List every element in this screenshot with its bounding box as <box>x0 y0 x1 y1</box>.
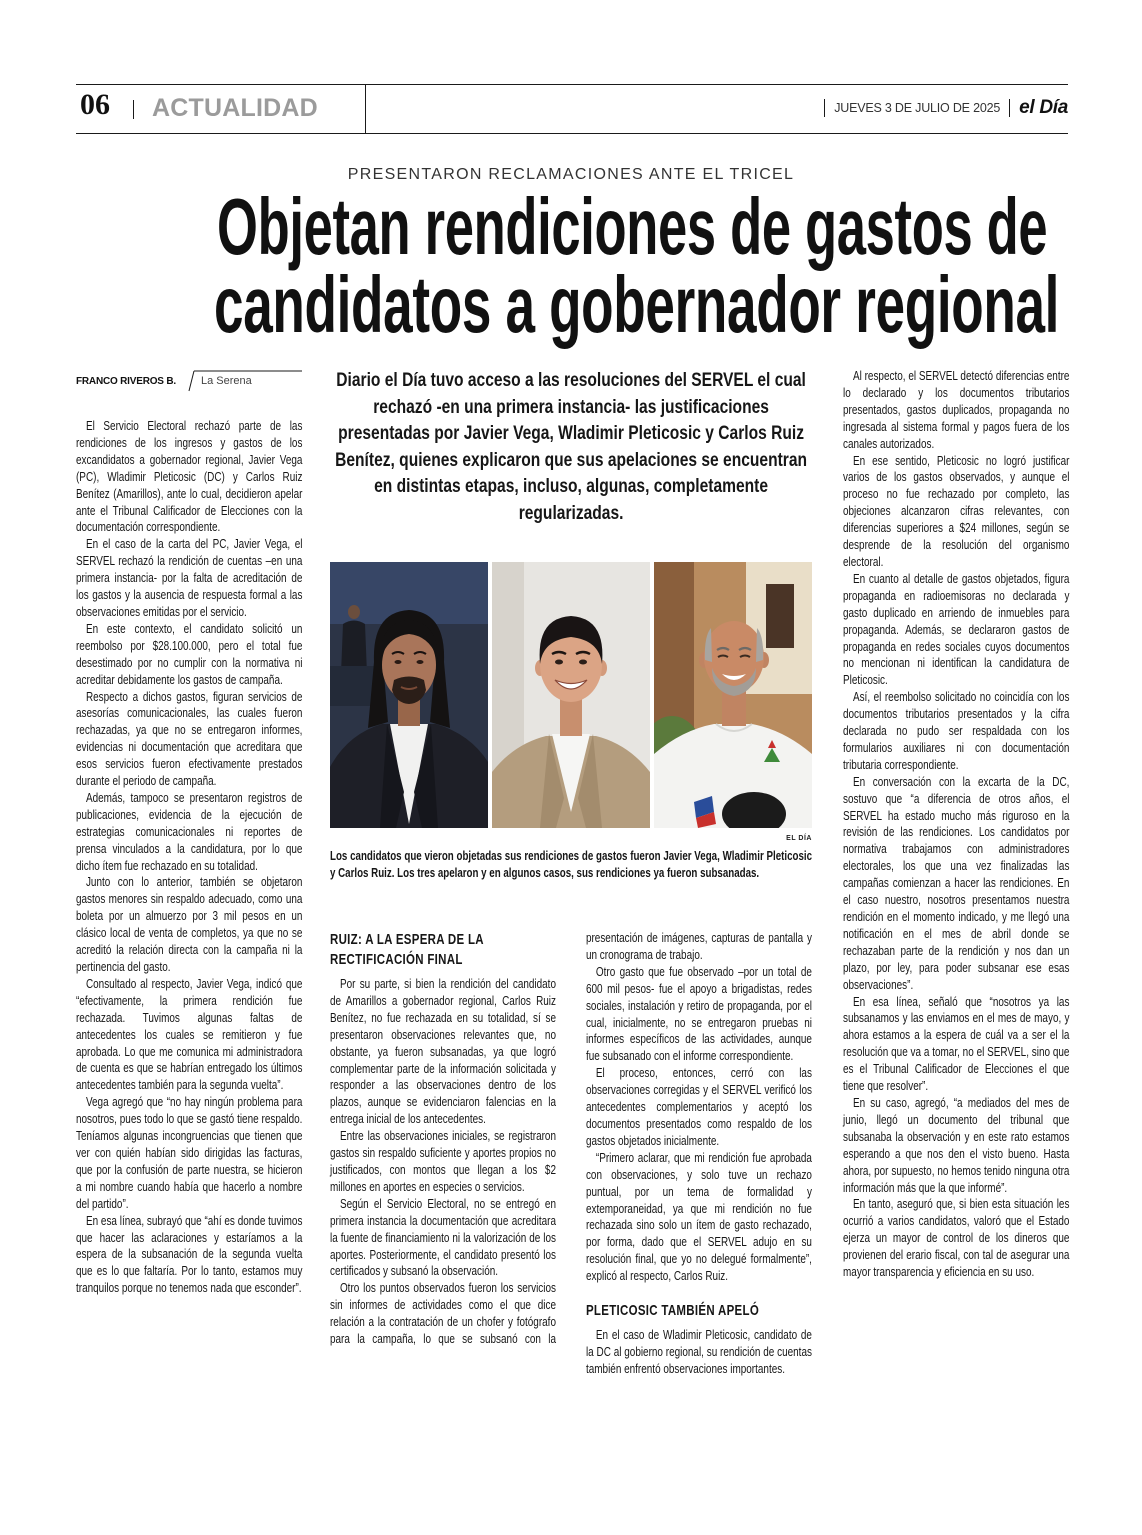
paragraph: En este contexto, el candidato solicitó un reembolso por $28.100.000, pero el total fue desestimado por no cumplir con la normativa ni acreditar debidamente los gastos de campaña. <box>76 620 303 687</box>
header-top-rule <box>76 84 1068 85</box>
paragraph: En tanto, aseguró que, si bien esta situación les ocurrió a varios candidatos, valoró que el Estado ejerza un mayor de control de los dineros que provienen del erario fiscal, con tal de asegurar una mayor transparencia y eficiencia en su uso. <box>843 1196 1070 1280</box>
headline-continued <box>0 260 1142 349</box>
candidate-photo-wladimir-pleticosic <box>654 562 812 828</box>
paragraph: Otro gasto que fue observado –por un total de 600 mil pesos- fue el apoyo a brigadistas, redes sociales, instalación y retiro de propaganda, por el cual, inicialmente, no se entregaron pruebas ni informes específicos de las actividades, aunque fue subsanado con el informe correspondiente. <box>585 963 812 1064</box>
candidate-photo-carlos-ruiz <box>492 562 650 828</box>
candidate-photo-javier-vega <box>330 562 488 828</box>
paragraph: En esa línea, subrayó que “ahí es donde tuvimos que hacer las aclaraciones y estaríamos a la espera de la subsanación de la segunda vuelta que es lo que faltaría. Por lo tanto, estamos muy tranquilos porque no tenemos nada que esconder”. <box>76 1212 303 1296</box>
paragraph: Al respecto, el SERVEL detectó diferencias entre lo declarado y los documentos tributarios presentados, gastos duplicados, propaganda no ingresada al sistema formal y pagos fuera de los canales autorizados. <box>843 368 1070 451</box>
paragraph: En el caso de Wladimir Pleticosic, candidato de la DC al gobierno regional, su rendición de cuentas también enfrentó observaciones importantes. <box>585 1327 812 1376</box>
paragraph: El Servicio Electoral rechazó parte de las rendiciones de los ingresos y gastos de los excandidatos a gobernador regional, Javier Vega (PC), Wladimir Pleticosic (DC) y Carlos Ruiz Benítez (Amarillos), ante lo cual, decidieron apelar ante el Tribunal Calificador de Elecciones con la documentación correspondiente. <box>76 418 303 535</box>
headline <box>0 182 1142 271</box>
paragraph: Según el Servicio Electoral, no se entregó en primera instancia la documentación que acreditara la fuente de financiamiento ni la valorización de los aportes. Posteriormente, el candidato presentó los certificados y subsanó la observación. <box>330 1195 556 1279</box>
paragraph: Junto con lo anterior, también se objetaron gastos menores sin respaldo adecuado, como una boleta por un almuerzo por 3 mil pesos en un clásico local de venta de completos, ya que no se acreditó la relación directa con la campaña ni la pertinencia del gasto. <box>76 874 303 974</box>
byline-location: La Serena <box>201 375 252 387</box>
section-heading-ruiz: RUIZ: A LA ESPERA DE LA RECTIFICACIÓN FINAL <box>330 931 484 968</box>
paragraph: En cuanto al detalle de gastos objetados, figura propaganda en radioemisoras no declarada y gasto duplicado en arriendo de inmuebles para propaganda. Además, se declararon gastos de propaganda en redes sociales cuyos documentos no mencionan ni identifican la candidatura de Pleticosic. <box>843 570 1070 688</box>
header-separator <box>133 100 134 119</box>
paragraph: Vega agregó que “no hay ningún problema para nosotros, pues todo lo que se gastó tiene respaldo. Teníamos algunas incongruencias que tienen que ver con quién habían sido dirigidas las facturas, que por la confusión de parte nuestra, se hicieron a mi nombre cuando había que hacerlo a nombre del partido”. <box>76 1094 303 1211</box>
headline-line-1: Objetan rendiciones de gastos de <box>217 182 1048 271</box>
header-dateline <box>824 97 1068 119</box>
newspaper-logo: el Día <box>1019 97 1068 118</box>
paragraph: El proceso, entonces, cerró con las observaciones corregidas y el SERVEL verificó los antecedentes complementarios y aceptó los documentos presentados como respaldo de los gastos objetados inicialmente. <box>585 1065 812 1148</box>
paragraph: “Primero aclarar, que mi rendición fue aprobada con observaciones, y solo tuve un rechazo puntual, por un tema de formalidad y extemporaneidad, ya que mi rendición no fue rechazada sino solo un ítem de gasto rechazado, por forma, dado que el SERVEL adujo en su resolución final, que yo no delegué formalmente”, explicó al respecto, Carlos Ruiz. <box>585 1149 812 1284</box>
paragraph: Consultado al respecto, Javier Vega, indicó que “efectivamente, la primera rendición fue rechazada. Tuvimos algunas faltas de antecedentes los cuales se remitieron y fue aprobada. Lo que me comunica mi administradora de cuenta es que se habrían entregado los últimos antecedentes también para la segunda vuelta”. <box>76 975 303 1093</box>
photo-credit: EL DÍA <box>786 835 812 842</box>
center-columns <box>330 930 812 1378</box>
paragraph: En su caso, agregó, “a mediados del mes de junio, llegó un documento del tribunal que subsanaba la observación y en este rato estamos esperando a que nos den el visto bueno. Hasta ahora, por supuesto, no hemos tenido ninguna otra información más que la que informé”. <box>843 1094 1070 1195</box>
paragraph: Otro los puntos observados fueron los servicios sin informes de actividades como el que dice relación a la contratación de un chofer y fotógrafo para la campaña, lo que se subsanó con la presentación de imágenes, capturas de pantalla y un cronograma de trabajo. <box>330 930 812 1347</box>
article-lead: Diario el Día tuvo acceso a las resoluciones del SERVEL el cual rechazó -en una primera instancia- las justificaciones presentadas por Javier Vega, Wladimir Pleticosic y Carlos Ruiz Benítez, quienes explicaron que sus apelaciones se encuentran en distintas etapas, incluso, algunas, completamente regularizadas. <box>335 370 808 524</box>
paragraph: Respecto a dichos gastos, figuran servicios de asesorías comunicacionales, las cuales fueron rechazadas, ya que no se entregaron informes, evidencias ni documentación que acreditara que esos servicios fueron efectivamente prestados durante el periodo de campaña. <box>76 688 303 789</box>
paragraph: Entre las observaciones iniciales, se registraron gastos sin respaldo suficiente y aportes propios no justificados, con montos que llegan a los $2 millones en aportes en especies o servicios. <box>330 1128 556 1194</box>
paragraph: En ese sentido, Pleticosic no logró justificar varios de los gastos observados, y aunque el proceso no fue rechazado por completo, las objeciones alcanzaron cifras relevantes, con diferencias superiores a $24 millones, según se desprende de la resolución del organismo electoral. <box>843 452 1070 569</box>
paragraph: En conversación con la excarta de la DC, sostuvo que “a diferencia de otros años, el SERVEL ha estado mucho más riguroso en la revisión de las rendiciones. Los candidatos por normativa trabajamos con administradores electorales, los que una vez finalizadas las campañas comienzan a hacer las rendiciones. En el caso nuestro, nosotros presentamos nuestra rendición en el momento indicado, y me llegó una notificación en el mes de abril donde se rechazaban parte de la rendición y nos dan un plazo, por ley, para poder subsanar ese esas observaciones”. <box>843 773 1070 992</box>
left-column <box>76 418 302 1297</box>
headline-line-2: candidatos a gobernador regional <box>214 260 1060 349</box>
photo-caption: Los candidatos que vieron objetadas sus rendiciones de gastos fueron Javier Vega, Wladimir Pleticosic y Carlos Ruiz. Los tres apelaron y en algunos casos, sus rendiciones ya fueron subsanadas. <box>330 849 813 880</box>
paragraph: Así, el reembolso solicitado no coincidía con los documentos tributarios presentados y la cifra declarada no pudo ser respaldada con los formularios auxiliares ni con documentación tributaria correspondiente. <box>843 689 1070 772</box>
section-title: ACTUALIDAD <box>152 94 318 122</box>
issue-date: JUEVES 3 DE JULIO DE 2025 <box>834 101 1001 115</box>
kicker: PRESENTARON RECLAMACIONES ANTE EL TRICEL <box>347 166 795 183</box>
paragraph: En esa línea, señaló que “nosotros ya las subsanamos y las enviamos en el mes de mayo, y ahora estamos a la espera de cuál va a ser el la resolución que va a tomar, no el SERVEL, sino que es el Tribunal Calificador de Elecciones el que tiene que resolver”. <box>843 993 1070 1094</box>
paragraph: Además, tampoco se presentaron registros de publicaciones, evidencia de la ejecución de estrategias comunicacionales ni reportes de prensa vinculados a la candidatura, por lo que dicho ítem fue rechazado en su totalidad. <box>76 789 303 873</box>
paragraph: En el caso de la carta del PC, Javier Vega, el SERVEL rechazó la rendición de cuentas –en una primera instancia- por la falta de acreditación de los gastos y la ausencia de respuesta formal a las observaciones emitidas por el servicio. <box>76 536 303 619</box>
header-divider <box>365 84 366 134</box>
byline-author: FRANCO RIVEROS B. <box>76 376 176 387</box>
brand-separator <box>1009 99 1010 117</box>
header-bottom-rule <box>76 133 1068 134</box>
page-number: 06 <box>80 88 110 121</box>
paragraph: Por su parte, si bien la rendición del candidato de Amarillos a gobernador regional, Carlos Ruiz Benítez, no fue rechazada en su totalidad, sí se presentaron observaciones relevantes que, no obstante, ya fueron subsanadas, ya que logró complementar parte de la información solicitada y responder a las observaciones dentro de los plazos, aunque se evidenciaron falencias en la entrega inicial de los antecedentes. <box>330 976 556 1127</box>
section-heading-pleticosic: PLETICOSIC TAMBIÉN APELÓ <box>585 1302 760 1320</box>
date-separator <box>824 99 825 117</box>
right-column <box>843 368 1069 1281</box>
